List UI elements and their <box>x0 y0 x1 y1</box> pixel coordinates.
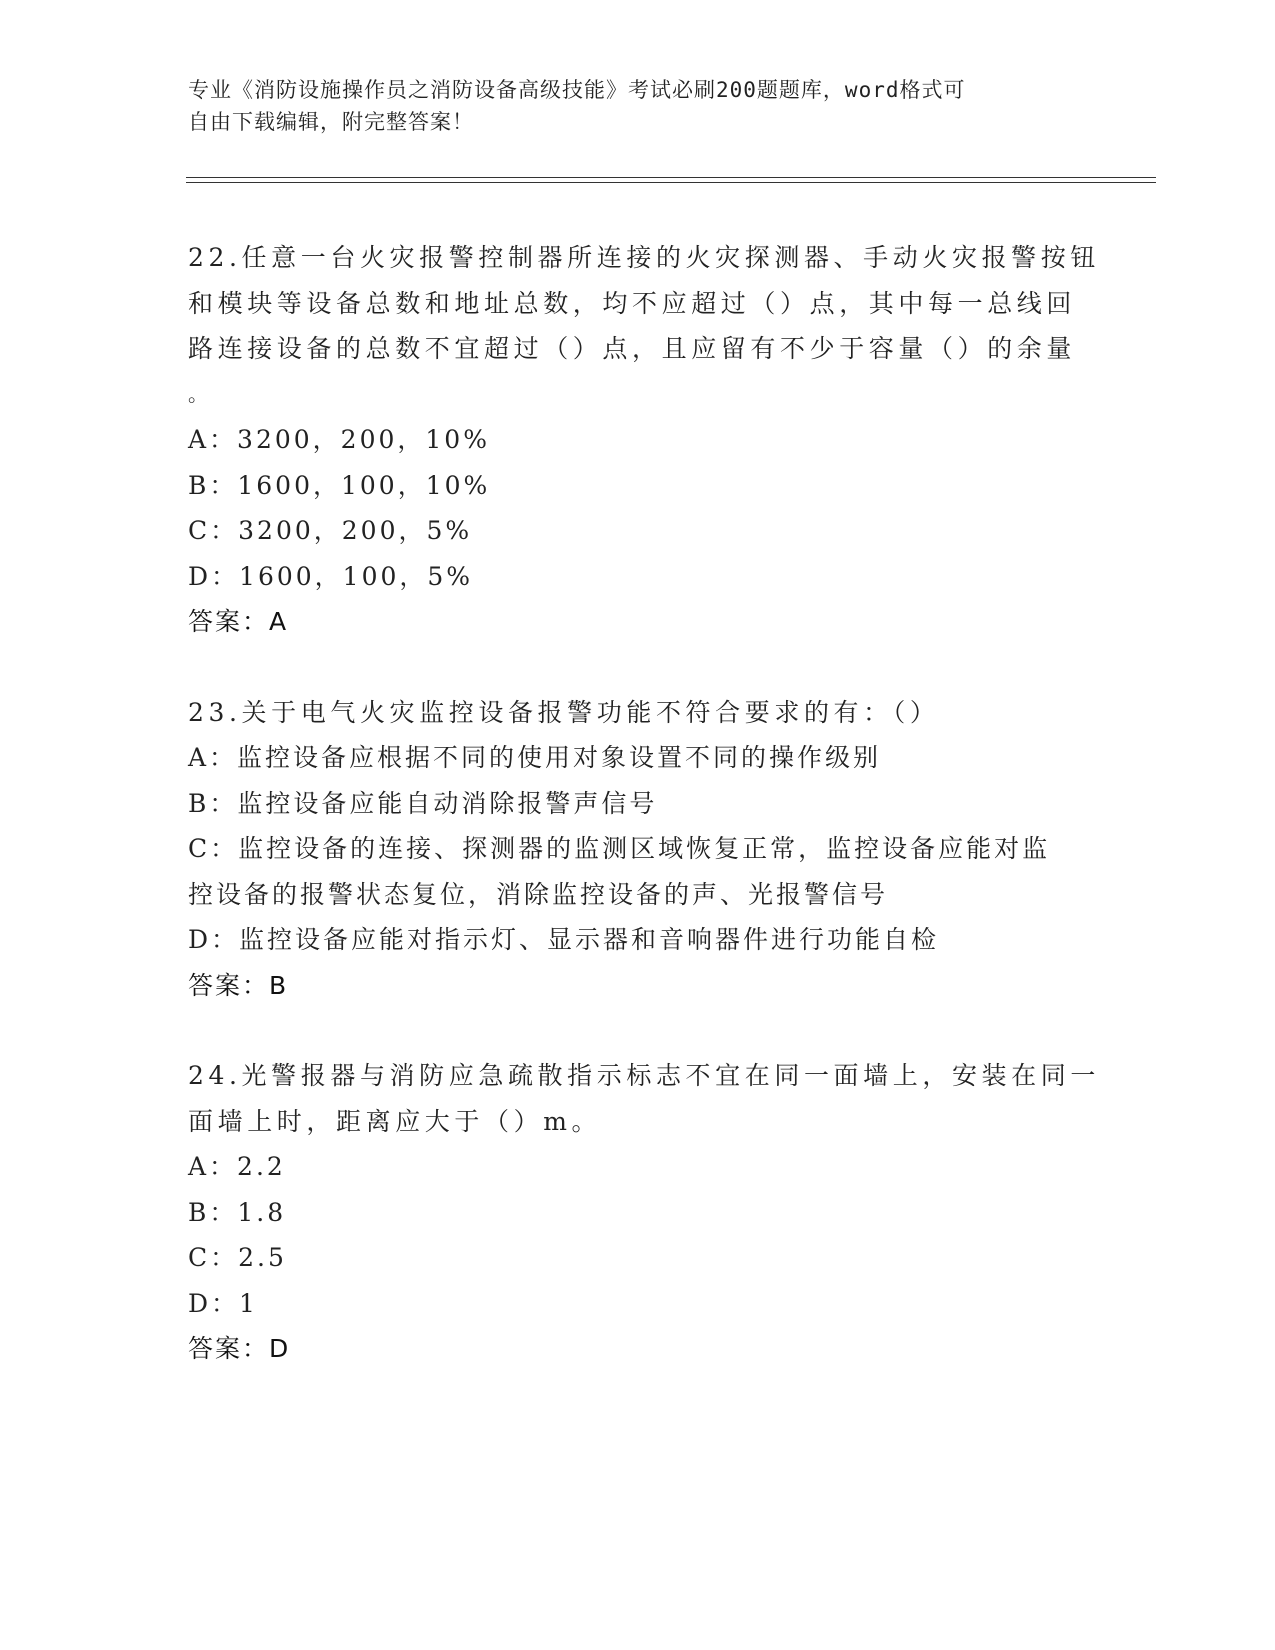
header-divider-top <box>186 177 1156 178</box>
option-d: D：1 <box>188 1288 258 1318</box>
answer-line: 答案：B <box>188 970 289 1000</box>
option-b: B：1600，100，10% <box>188 470 491 500</box>
option-a: A：监控设备应根据不同的使用对象设置不同的操作级别 <box>188 743 882 772</box>
option-b: B：1.8 <box>188 1197 287 1227</box>
question-24 <box>188 1053 1100 1372</box>
spacer <box>188 645 1088 690</box>
question-text: 和模块等设备总数和地址总数，均不应超过（）点，其中每一总线回 <box>188 288 1077 318</box>
document-header <box>188 74 1088 138</box>
header-divider-bottom <box>186 182 1156 183</box>
question-list <box>188 235 1100 1372</box>
answer-line: 答案：D <box>188 1334 291 1363</box>
question-text: 。 <box>188 381 213 406</box>
question-text: 23.关于电气火灾监控设备报警功能不符合要求的有：（） <box>188 697 940 727</box>
spacer <box>188 1008 1088 1053</box>
option-a: A：3200，200，10% <box>188 425 490 454</box>
option-d: D：监控设备应能对指示灯、显示器和音响器件进行功能自检 <box>188 925 940 954</box>
option-a: A：2.2 <box>188 1152 286 1181</box>
option-d: D：1600，100，5% <box>188 561 474 591</box>
header-line-2: 自由下载编辑，附完整答案！ <box>188 110 474 134</box>
question-text: 22.任意一台火灾报警控制器所连接的火灾探测器、手动火灾报警按钮 <box>188 243 1100 272</box>
option-c: C：2.5 <box>188 1243 287 1272</box>
option-b: B：监控设备应能自动消除报警声信号 <box>188 788 658 818</box>
header-line-1: 专业《消防设施操作员之消防设备高级技能》考试必刷200题题库，word格式可 <box>188 78 966 102</box>
option-c: C：监控设备的连接、探测器的监测区域恢复正常，监控设备应能对监 <box>188 834 1051 863</box>
question-23 <box>188 690 1088 1009</box>
question-22 <box>188 235 1100 645</box>
answer-line: 答案：A <box>188 607 289 636</box>
question-text: 路连接设备的总数不宜超过（）点，且应留有不少于容量（）的余量 <box>188 334 1077 363</box>
question-text: 面墙上时，距离应大于（）m。 <box>188 1106 602 1136</box>
question-text: 24.光警报器与消防应急疏散指示标志不宜在同一面墙上，安装在同一 <box>188 1061 1100 1090</box>
option-c: C：3200，200，5% <box>188 516 473 545</box>
option-c-continued: 控设备的报警状态复位，消除监控设备的声、光报警信号 <box>188 879 889 909</box>
